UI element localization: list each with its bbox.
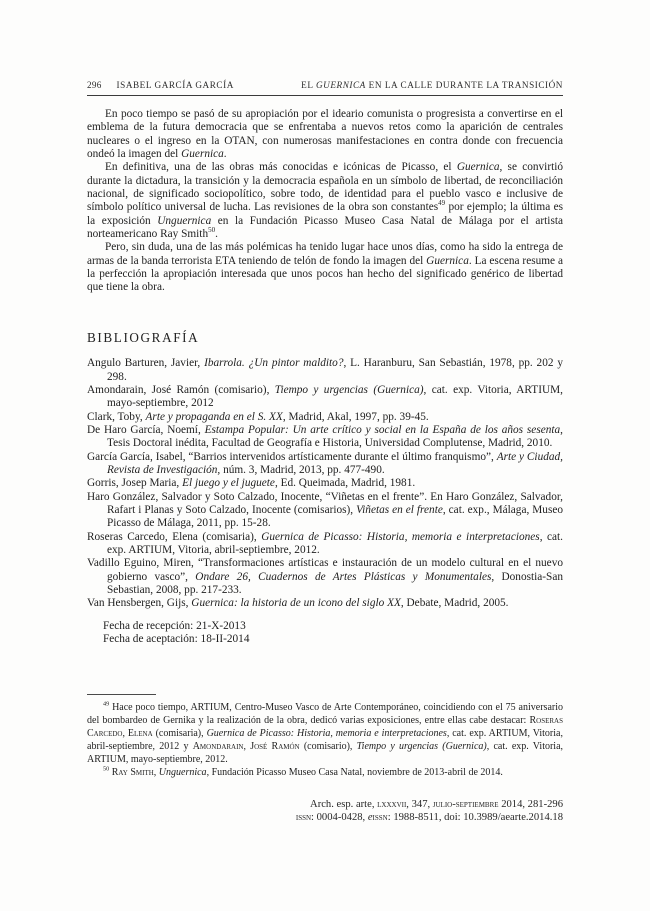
- bibliography-list: [87, 357, 563, 611]
- journal-citation-line: Arch. esp. arte, lxxxvii, 347, julio-septiembre 2014, 281-296: [310, 799, 563, 810]
- header-left: [87, 80, 234, 90]
- bibliography-entry: Gorris, Josep Maria, El juego y el juguete, Ed. Queimada, Madrid, 1981.: [87, 477, 416, 490]
- footnote-50: $^{50}$ Ray Smith, Unguernica, Fundación Picasso Museo Casa Natal, noviembre de 2013-abril de 2014.: [103, 765, 503, 778]
- journal-footer: [296, 798, 563, 825]
- bibliography-entry: De Haro García, Noemí, Estampa Popular: Un arte crítico y social en la España de los años sesenta, Tesis Doctoral inédita, Facultad de Geografía e Historia, Universidad Complutense, Madrid, 2010.: [87, 423, 563, 450]
- issn-doi-line: issn: 0004-0428, eissn: 1988-8511, doi: 10.3989/aearte.2014.18: [295, 812, 563, 824]
- bibliography-heading: BIBLIOGRAFÍA: [87, 329, 200, 345]
- dates-block: [87, 620, 563, 647]
- body-paragraph: En poco tiempo se pasó de su apropiación por el ideario comunista o progresista a convertirse en el emblema de la futura democracia que se enfrentaba a nuevos retos como la aparición de centrales nucleares o el ingreso en la OTAN, con numerosas manifestaciones en contra donde con frecuencia ondeó la imagen del Guernica.: [87, 108, 563, 161]
- page-number: 296: [87, 80, 102, 90]
- reception-date: Fecha de recepción: 21-X-2013: [103, 619, 246, 632]
- running-header: [87, 80, 563, 90]
- bibliography-entry: Roseras Carcedo, Elena (comisaria), Guernica de Picasso: Historia, memoria e interpretaciones, cat. exp. ARTIUM, Vitoria, abril-septiembre, 2012.: [87, 530, 563, 556]
- body-paragraph: Pero, sin duda, una de las más polémicas ha tenido lugar hace unos días, como ha sido la entrega de armas de la banda terrorista ETA teniendo de telón de fondo la imagen del Guernica. La escena resume a la perfección la apropiación interesada que unos pocos han hecho del significado genérico de libertad que tiene la obra.: [87, 241, 563, 294]
- bibliography-entry: Amondarain, José Ramón (comisario), Tiempo y urgencias (Guernica), cat. exp. Vitoria, ARTIUM, mayo-septiembre, 2012: [87, 383, 563, 410]
- running-title: EL GUERNICA EN LA CALLE DURANTE LA TRANSICIÓN: [301, 80, 563, 90]
- bibliography-entry: Angulo Barturen, Javier, Ibarrola. ¿Un pintor maldito?, L. Haranburu, San Sebastián, 1978, pp. 202 y 298.: [87, 357, 563, 383]
- bibliography-entry: Clark, Toby, Arte y propaganda en el S. XX, Madrid, Akal, 1997, pp. 39-45.: [87, 410, 429, 423]
- author-name: ISABEL GARCÍA GARCÍA: [116, 80, 234, 90]
- header-rule: [87, 95, 563, 96]
- footnote-separator-rule: [87, 694, 156, 695]
- article-body: [87, 108, 563, 646]
- bibliography-entry: Haro González, Salvador y Soto Calzado, Inocente, “Viñetas en el frente”. En Haro González, Salvador, Rafart i Planas y Soto Calzado, Inocente (comisarios), Viñetas en el frente, cat. exp., Málaga, Museo Picasso de Málaga, 2011, pp. 15-28.: [87, 490, 564, 530]
- footnote-49: $^{49}$ Hace poco tiempo, ARTIUM, Centro-Museo Vasco de Arte Contemporáneo, coincidiendo con el 75 aniversario del bombardeo de Gernika y la realización de la obra, dedicó varias exposiciones, entre ellas cabe destacar: Roseras Carcedo, Elena (comisaria), Guernica de Picasso: Historia, memoria e interpretaciones, cat. exp. ARTIUM, Vitoria, abril-septiembre, 2012 y Amondarain, José Ramón (comisario), Tiempo y urgencias (Guernica), cat. exp. Vitoria, ARTIUM, mayo-septiembre, 2012.: [87, 700, 564, 765]
- bibliography-entry: García García, Isabel, “Barrios intervenidos artísticamente durante el último franquismo”, Arte y Ciudad, Revista de Investigación, núm. 3, Madrid, 2013, pp. 477-490.: [87, 450, 563, 476]
- bibliography-entry: Vadillo Eguino, Miren, “Transformaciones artísticas e instauración de un modelo cultural en el nuevo gobierno vasco”, Ondare 26, Cuadernos de Artes Plásticas y Monumentales, Donostia-San Sebastian, 2008, pp. 217-233.: [87, 557, 563, 596]
- acceptance-date: Fecha de aceptación: 18-II-2014: [103, 633, 250, 646]
- body-paragraph: En definitiva, una de las obras más conocidas e icónicas de Picasso, el Guernica, se convirtió durante la dictadura, la transición y la democracia española en un símbolo de libertad, de reconciliación nacional, de significado sociopolítico, sobre todo, de identidad para el pueblo vasco e inclusive de símbolo político universal de lucha. Las revisiones de la obra son constantes$^{49}$ por ejemplo; la última es la exposición Unguernica en la Fundación Picasso Museo Casa Natal de Málaga por el artista norteamericano Ray Smith$^{50}$.: [87, 161, 564, 241]
- bibliography-entry: Van Hensbergen, Gijs, Guernica: la historia de un icono del siglo XX, Debate, Madrid, 2005.: [87, 597, 509, 610]
- footnotes-section: [87, 694, 563, 779]
